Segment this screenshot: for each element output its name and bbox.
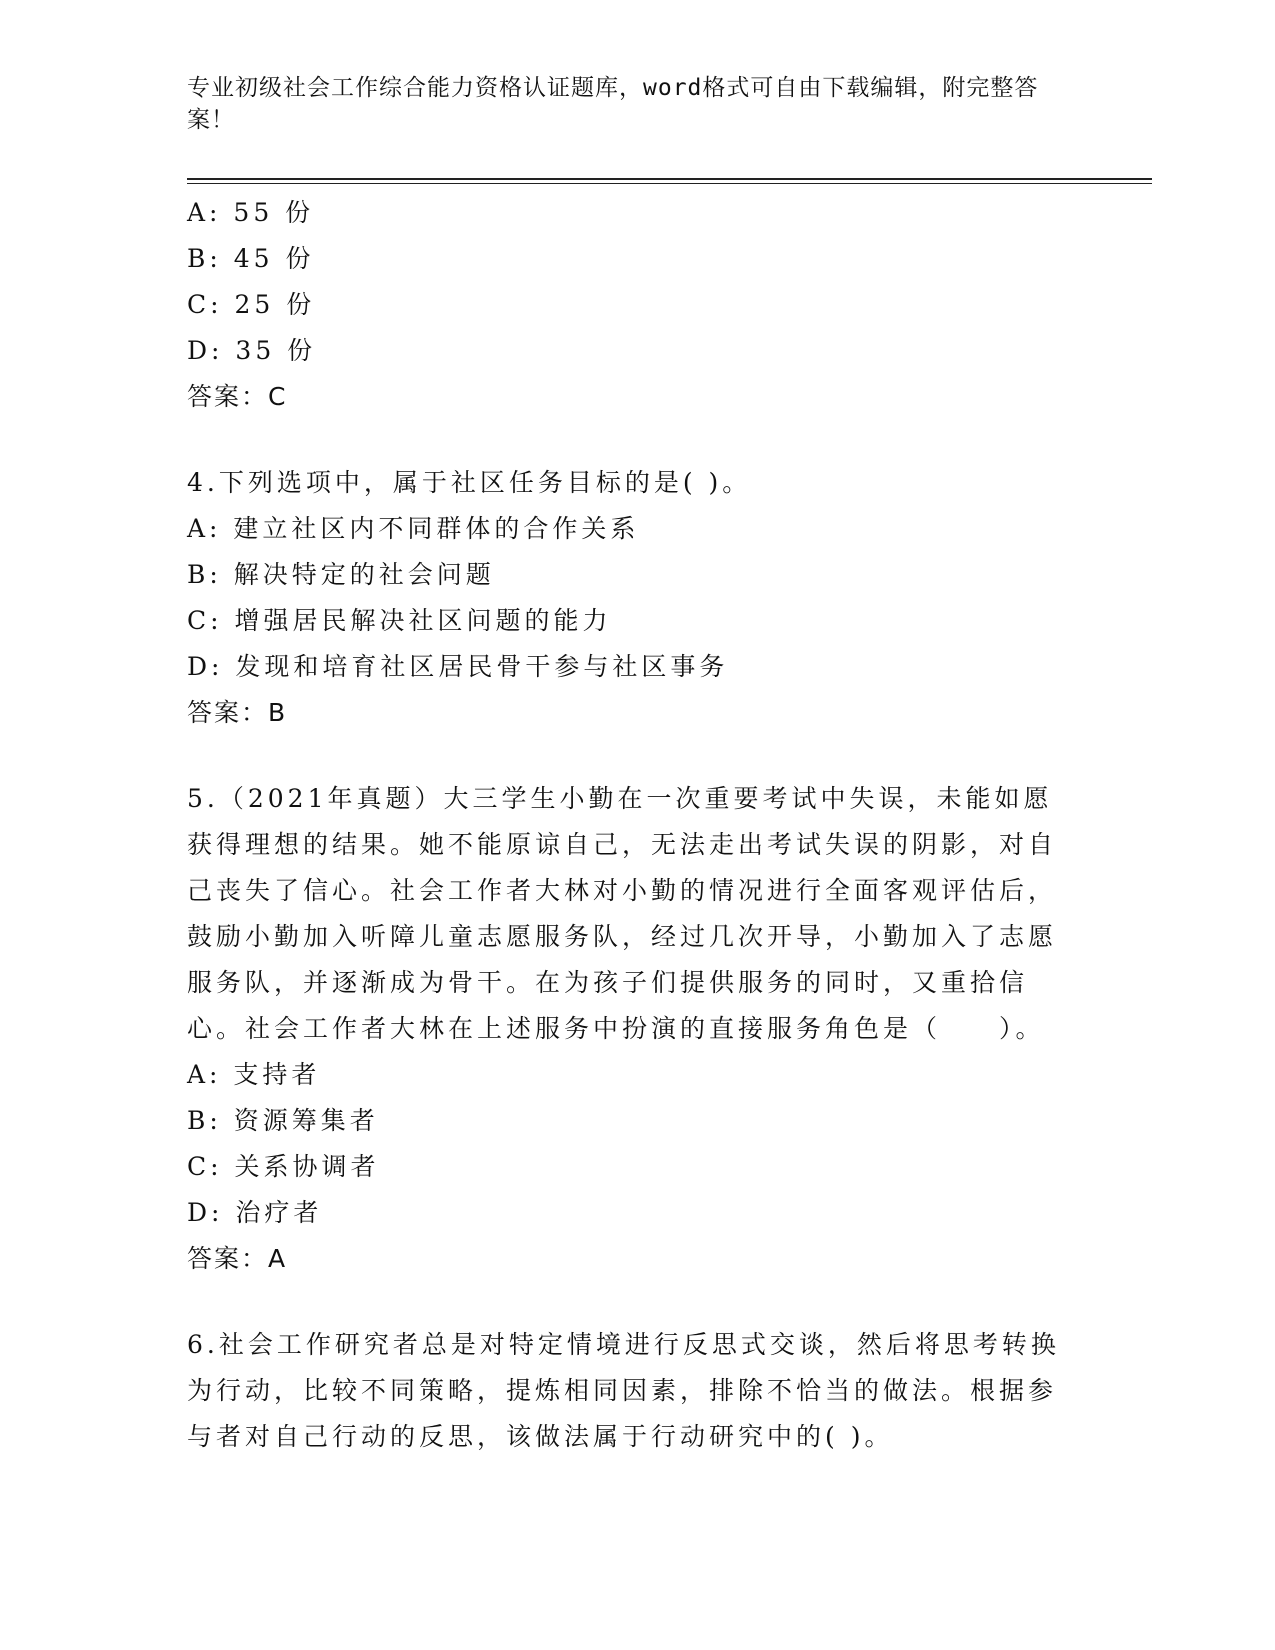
q5-option-a: A: 支持者 [187,1060,321,1089]
q6-question: 6.社会工作研究者总是对特定情境进行反思式交谈，然后将思考转换为行动，比较不同策略，提炼相同因素，排除不恰当的做法。根据参与者对自己行动的反思，该做法属于行动研究中的( )。 [187,1330,1060,1451]
q4-question: 4.下列选项中，属于社区任务目标的是( )。 [187,468,752,497]
q3-option-d: D: 35 份 [187,336,317,365]
q4-option-c: C: 增强居民解决社区问题的能力 [187,606,612,635]
q3-option-b: B: 45 份 [187,244,315,273]
q5-option-c: C: 关系协调者 [187,1152,380,1181]
q5-question: 5.（2021年真题）大三学生小勤在一次重要考试中失误，未能如愿获得理想的结果。她不能原谅自己，无法走出考试失误的阴影，对自己丧失了信心。社会工作者大林对小勤的情况进行全面客观评估后，鼓励小勤加入听障儿童志愿服务队，经过几次开导，小勤加入了志愿服务队，并逐渐成为骨干。在为孩子们提供服务的同时，又重拾信心。社会工作者大林在上述服务中扮演的直接服务角色是（ ）。 [187,784,1058,1043]
header-divider-thin [187,183,1152,184]
q4-option-a: A: 建立社区内不同群体的合作关系 [187,514,640,543]
q5-option-d: D: 治疗者 [187,1198,323,1227]
q3-option-c: C: 25 份 [187,290,316,319]
q4-option-d: D: 发现和培育社区居民骨干参与社区事务 [187,652,729,681]
q3-answer: 答案：C [187,382,288,411]
question-content [187,190,1067,1460]
q4-answer: 答案：B [187,698,288,727]
q5-option-b: B: 资源筹集者 [187,1106,379,1135]
q3-option-a: A: 55 份 [187,198,315,227]
header-divider [187,178,1152,180]
q5-answer: 答案：A [187,1244,288,1273]
q4-option-b: B: 解决特定的社会问题 [187,560,495,589]
document-header: 专业初级社会工作综合能力资格认证题库，word格式可自由下载编辑，附完整答案！ [187,75,1039,133]
